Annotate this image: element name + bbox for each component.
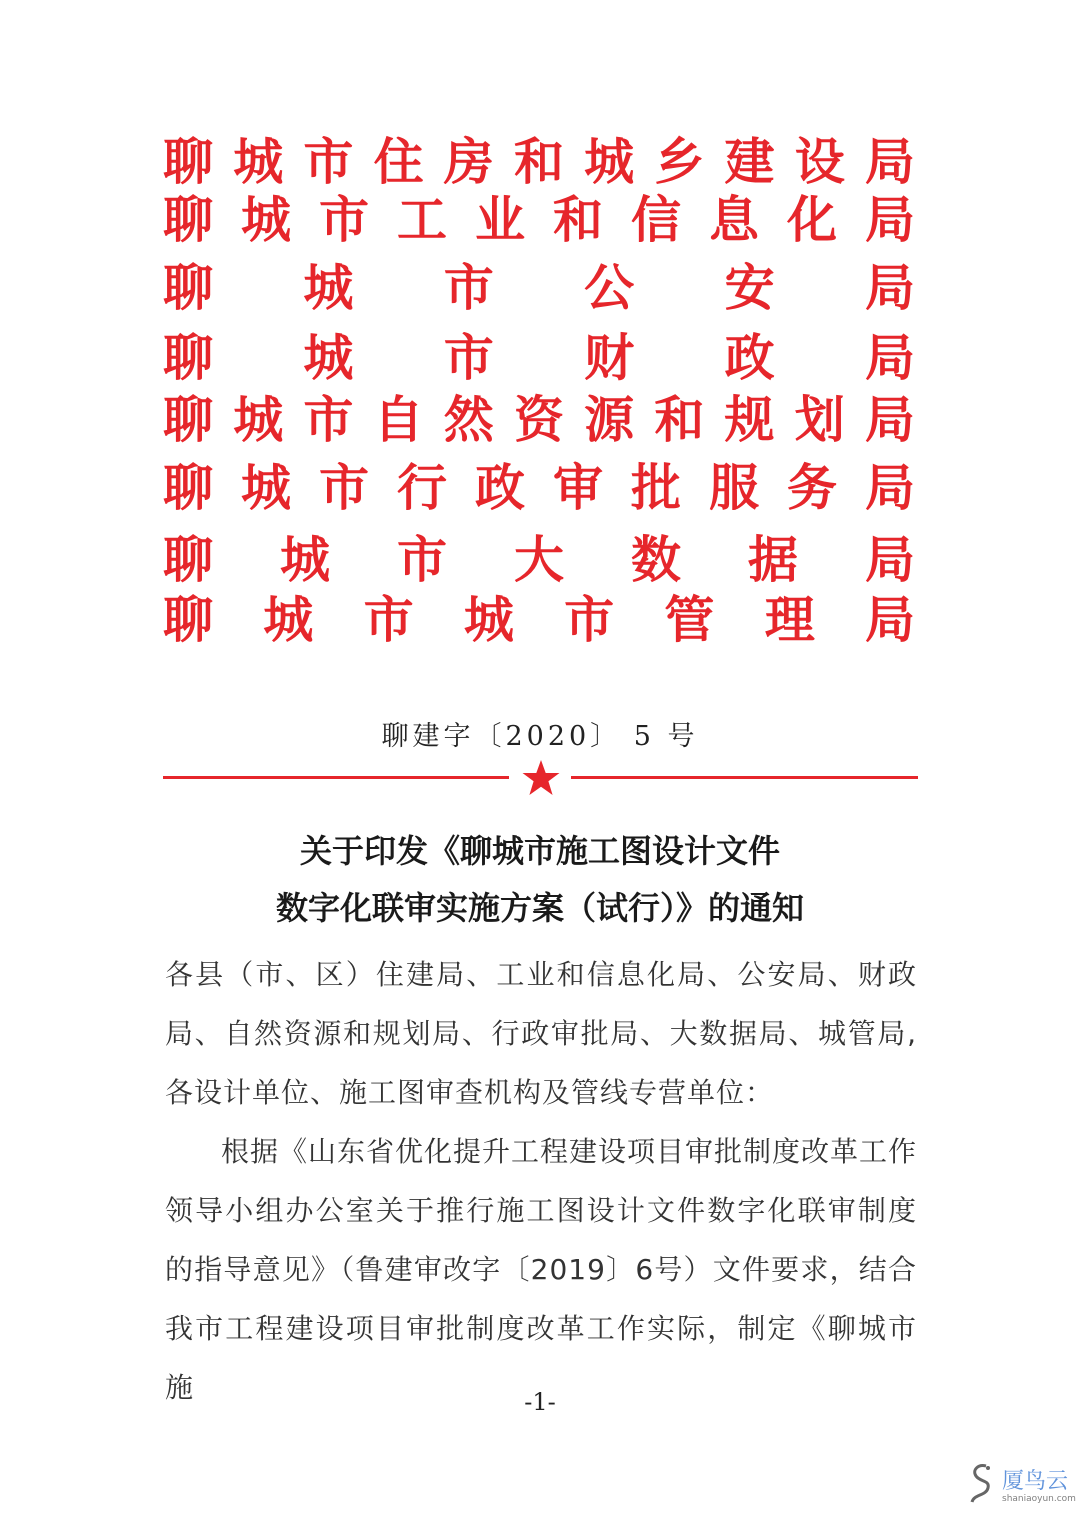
agency-header-line — [163, 260, 915, 316]
agency-header-char: 资 — [513, 390, 564, 449]
agency-header-char: 住 — [373, 132, 424, 191]
agency-header-char: 城 — [584, 132, 635, 191]
agency-header-char: 服 — [709, 458, 759, 517]
agency-header-char: 公 — [584, 258, 635, 317]
agency-header-char: 市 — [303, 132, 354, 191]
agency-header-char: 政 — [475, 458, 525, 517]
agency-header-char: 局 — [865, 190, 915, 249]
red-star-icon — [521, 758, 561, 798]
agency-header-char: 城 — [280, 530, 330, 589]
body-paragraph-1: 根据《山东省优化提升工程建设项目审批制度改革工作领导小组办公室关于推行施工图设计文件数字化联审制度的指导意见》（鲁建审改字〔2019〕6号）文件要求，结合我市工程建设项目审批制度改革工作实际，制定《聊城市施 — [165, 1135, 918, 1404]
agency-header-char: 市 — [397, 530, 447, 589]
notice-title-line-1: 关于印发《聊城市施工图设计文件 — [299, 832, 780, 870]
agency-header-char: 聊 — [163, 390, 213, 449]
agency-header-char: 设 — [794, 132, 845, 191]
agency-header-char: 城 — [233, 390, 284, 449]
agency-header-char: 市 — [443, 258, 494, 317]
agency-header-char: 行 — [397, 458, 447, 517]
agency-header-char: 市 — [363, 590, 414, 649]
agency-header-char: 聊 — [163, 590, 213, 649]
agency-header-char: 审 — [553, 458, 603, 517]
agency-header-char: 划 — [794, 390, 845, 449]
agency-header-char: 城 — [241, 458, 291, 517]
agency-header-char: 市 — [443, 328, 494, 387]
agency-header-char: 化 — [787, 190, 837, 249]
agency-header-line — [163, 392, 915, 448]
agency-header-char: 城 — [303, 328, 354, 387]
agency-header-char: 聊 — [163, 328, 213, 387]
recipients-paragraph: 各县（市、区）住建局、工业和信息化局、公安局、财政局、自然资源和规划局、行政审批局、大数据局、城管局,各设计单位、施工图审查机构及管线专营单位： — [165, 958, 917, 1109]
bird-logo-icon — [966, 1460, 1000, 1510]
agency-header-char: 源 — [584, 390, 635, 449]
watermark-text: 厦鸟云 — [1002, 1469, 1069, 1494]
document-number: 聊建字〔2020〕 5 号 — [381, 721, 699, 752]
agency-header-char: 管 — [664, 590, 715, 649]
agency-header-char: 乡 — [654, 132, 705, 191]
agency-header-char: 务 — [787, 458, 837, 517]
agency-header-char: 局 — [865, 530, 915, 589]
agency-header-char: 聊 — [163, 132, 213, 191]
agency-header-char: 城 — [463, 590, 514, 649]
agency-header-char: 市 — [303, 390, 354, 449]
agency-header-char: 然 — [443, 390, 494, 449]
agency-header-char: 建 — [724, 132, 775, 191]
agency-header-char: 城 — [263, 590, 314, 649]
agency-header-char: 安 — [724, 258, 775, 317]
agency-header-char: 和 — [513, 132, 564, 191]
agency-header-char: 和 — [654, 390, 705, 449]
agency-header-char: 城 — [241, 190, 291, 249]
notice-body — [165, 945, 917, 1417]
agency-header-char: 局 — [864, 328, 915, 387]
agency-header-char: 城 — [233, 132, 284, 191]
agency-header-char: 数 — [631, 530, 681, 589]
agency-header-char: 聊 — [163, 458, 213, 517]
red-rule-left — [163, 776, 509, 779]
agency-header-char: 聊 — [163, 190, 213, 249]
agency-header-char: 市 — [564, 590, 615, 649]
agency-header-char: 市 — [319, 190, 369, 249]
agency-header-line — [163, 532, 915, 588]
agency-header-line — [163, 330, 915, 386]
watermark — [966, 1456, 1076, 1516]
watermark-url: shaniaoyun.com — [1002, 1494, 1076, 1504]
agency-header-char: 据 — [748, 530, 798, 589]
agency-header-char: 自 — [373, 390, 424, 449]
red-rule-right — [571, 776, 918, 779]
agency-header-char: 聊 — [163, 530, 213, 589]
agency-header-char: 城 — [303, 258, 354, 317]
agency-header-line — [163, 134, 915, 190]
agency-header-char: 局 — [864, 258, 915, 317]
agency-header-char: 规 — [724, 390, 775, 449]
agency-header-char: 财 — [584, 328, 635, 387]
agency-header-char: 批 — [631, 458, 681, 517]
agency-header-char: 息 — [709, 190, 759, 249]
agency-header-char: 局 — [865, 458, 915, 517]
agency-header-char: 局 — [864, 132, 915, 191]
page-number: -1- — [524, 1388, 556, 1416]
agency-header-char: 信 — [631, 190, 681, 249]
agency-header-line — [163, 460, 915, 516]
agency-header-char: 局 — [864, 590, 915, 649]
agency-header-char: 理 — [764, 590, 815, 649]
notice-title-line-2: 数字化联审实施方案（试行）》的通知 — [275, 889, 804, 927]
agency-header-char: 大 — [514, 530, 564, 589]
agency-header-line — [163, 592, 915, 648]
agency-header-char: 业 — [475, 190, 525, 249]
agency-header-char: 房 — [443, 132, 494, 191]
agency-header-char: 聊 — [163, 258, 213, 317]
agency-header-char: 局 — [864, 390, 915, 449]
agency-header-line — [163, 192, 915, 248]
agency-header-char: 和 — [553, 190, 603, 249]
agency-header-char: 工 — [397, 190, 447, 249]
agency-header-char: 政 — [724, 328, 775, 387]
agency-header-char: 市 — [319, 458, 369, 517]
